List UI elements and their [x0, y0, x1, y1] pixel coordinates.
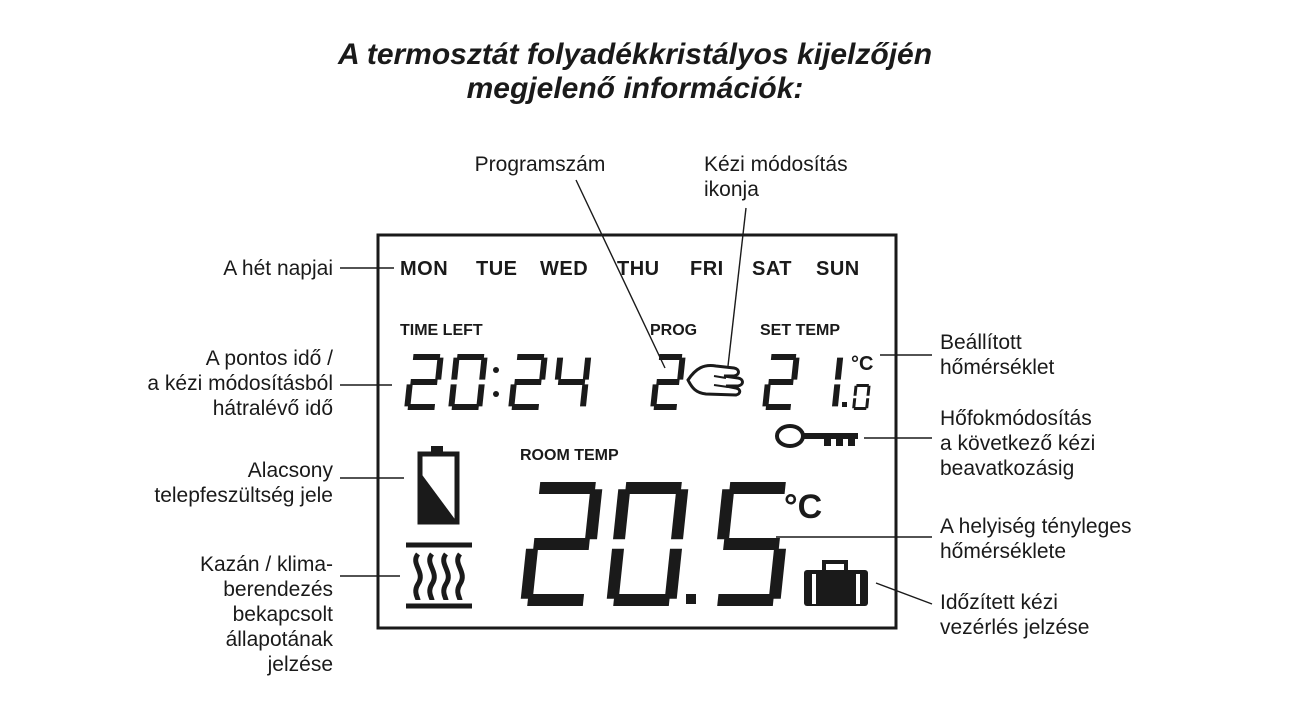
time-digit-0-segment-g	[410, 379, 437, 385]
prog-digit-0-segment-b	[677, 358, 685, 380]
time-digit-1-segment-a	[457, 354, 484, 360]
lcd-time-digits	[404, 354, 591, 410]
time-digit-1-segment-f	[451, 358, 459, 380]
time-digit-0-segment-b	[435, 358, 443, 380]
lcd-day-mon: MON	[400, 258, 449, 280]
set-temp-decimal-digit-segment-c	[865, 398, 869, 408]
room-temp-digit-1-segment-c	[665, 549, 682, 599]
callout-heating: Kazán / klima- berendezés bekapcsolt állapotának jelzése	[199, 553, 333, 676]
time-digit-3	[552, 358, 591, 407]
lcd-prog-digit	[650, 354, 686, 410]
lcd-day-sun: SUN	[816, 258, 860, 280]
hand-icon	[688, 366, 743, 395]
time-digit-2-segment-e	[508, 384, 516, 406]
time-digit-1-segment-e	[448, 384, 456, 406]
lcd-day-tue: TUE	[476, 258, 518, 280]
key-icon	[777, 426, 858, 446]
set-temp-decimal-digit-segment-b	[866, 386, 870, 396]
lcd-day-fri: FRI	[690, 258, 724, 280]
room-temp-decimal-digit-segment-a	[729, 482, 786, 494]
set-temp-decimal-point	[842, 402, 847, 407]
lcd-day-thu: THU	[617, 258, 660, 280]
lcd-prog-label: PROG	[650, 322, 698, 339]
room-temp-digit-1-segment-b	[671, 489, 688, 539]
room-temp-digit-1-segment-d	[613, 594, 670, 606]
lcd-time-left-label: TIME LEFT	[400, 322, 483, 339]
set-temp-digit-1-segment-b	[835, 358, 843, 380]
room-temp-decimal-digit	[710, 482, 793, 606]
set-temp-decimal-digit-segment-e	[852, 398, 856, 408]
room-temp-digit-1-segment-e	[607, 549, 624, 599]
time-digit-3-segment-f	[555, 358, 563, 380]
leader-timed-manual	[876, 583, 932, 604]
room-temp-digit-0-segment-g	[533, 538, 590, 550]
room-temp-digit-1-segment-f	[613, 489, 630, 539]
set-temp-digit-0-segment-g	[768, 379, 793, 385]
callout-key: Hőfokmódosítás a következő kézi beavatkozásig	[940, 407, 1096, 480]
callout-days: A hét napjai	[223, 257, 333, 280]
time-digit-3-segment-b	[583, 358, 591, 380]
set-temp-digit-0-segment-b	[791, 358, 799, 380]
prog-digit-0-segment-e	[650, 384, 658, 406]
set-temp-digit-0	[762, 354, 800, 410]
lcd-time-colon	[493, 367, 499, 397]
callout-timed-manual: Időzített kézi vezérlés jelzése	[940, 591, 1090, 639]
time-digit-1-segment-c	[476, 384, 484, 406]
set-temp-decimal-digit-segment-d	[854, 407, 867, 410]
time-digit-2-segment-g	[514, 379, 541, 385]
room-temp-digit-0-segment-a	[539, 482, 596, 494]
time-digit-0-segment-e	[404, 384, 412, 406]
set-temp-digit-0-segment-d	[766, 404, 791, 410]
callout-set-temp: Beállított hőmérséklet	[940, 331, 1055, 379]
set-temp-digit-1	[832, 358, 843, 407]
time-digit-1-segment-b	[479, 358, 487, 380]
room-temp-decimal-digit-segment-c	[769, 549, 786, 599]
room-temp-decimal-digit-segment-g	[723, 538, 780, 550]
room-temp-digit-0-segment-d	[527, 594, 584, 606]
room-temp-decimal-digit-segment-f	[717, 489, 734, 539]
set-temp-digit-1-segment-c	[832, 384, 840, 406]
time-digit-2-segment-a	[517, 354, 544, 360]
lcd-day-wed: WED	[540, 258, 589, 280]
callout-manual-icon: Kézi módosítás ikonja	[704, 153, 848, 201]
lcd-frame	[378, 235, 896, 628]
set-temp-unit: °C	[851, 353, 874, 375]
time-digit-0-segment-a	[413, 354, 440, 360]
room-temp-digit-0-segment-b	[585, 489, 602, 539]
time-digit-1	[448, 354, 488, 410]
lcd-day-sat: SAT	[752, 258, 793, 280]
time-digit-2	[508, 354, 548, 410]
room-temp-digit-1-segment-a	[625, 482, 682, 494]
heating-flame-icon	[406, 545, 472, 606]
time-digit-3-segment-c	[580, 384, 588, 406]
set-temp-decimal-digit	[852, 384, 871, 410]
callout-time: A pontos idő / a kézi módosításból hátralévő idő	[147, 347, 333, 420]
room-temp-digit-0-segment-e	[521, 549, 538, 599]
lcd-set-temp-label: SET TEMP	[760, 322, 841, 339]
low-battery-icon	[420, 446, 457, 522]
room-temp-digit-0	[520, 482, 603, 606]
time-digit-2-segment-d	[512, 404, 539, 410]
prog-digit-0-segment-d	[654, 404, 677, 410]
leader-lines	[340, 180, 932, 604]
callout-program-number: Programszám	[474, 153, 606, 176]
prog-digit-0-segment-a	[659, 354, 682, 360]
briefcase-icon	[804, 562, 868, 606]
set-temp-decimal-digit-segment-a	[856, 384, 869, 387]
room-temp-unit: °C	[784, 488, 823, 526]
callout-battery: Alacsony telepfeszültség jele	[154, 459, 333, 507]
lcd-room-temp-digits	[520, 482, 793, 606]
callout-room-temp: A helyiség tényleges hőmérséklete	[940, 515, 1132, 563]
set-temp-decimal-digit-segment-f	[853, 386, 857, 396]
time-digit-0-segment-d	[408, 404, 435, 410]
title-line-2: megjelenő információk:	[466, 72, 804, 105]
room-temp-decimal-digit-segment-d	[717, 594, 774, 606]
time-digit-1-segment-d	[452, 404, 479, 410]
title-line-1: A termosztát folyadékkristályos kijelzőjén	[337, 38, 933, 71]
leader-manual-icon	[728, 208, 746, 366]
set-temp-digit-0-segment-e	[762, 384, 770, 406]
time-digit-3-segment-g	[558, 379, 585, 385]
prog-digit-0-segment-g	[656, 379, 679, 385]
room-temp-digit-1	[606, 482, 689, 606]
lcd-room-temp-label: ROOM TEMP	[520, 447, 619, 464]
leader-program-number	[576, 180, 665, 368]
prog-digit-0	[650, 354, 686, 410]
time-digit-0	[404, 354, 444, 410]
room-temp-decimal-point	[686, 594, 696, 604]
time-digit-2-segment-b	[539, 358, 547, 380]
set-temp-digit-0-segment-a	[771, 354, 796, 360]
